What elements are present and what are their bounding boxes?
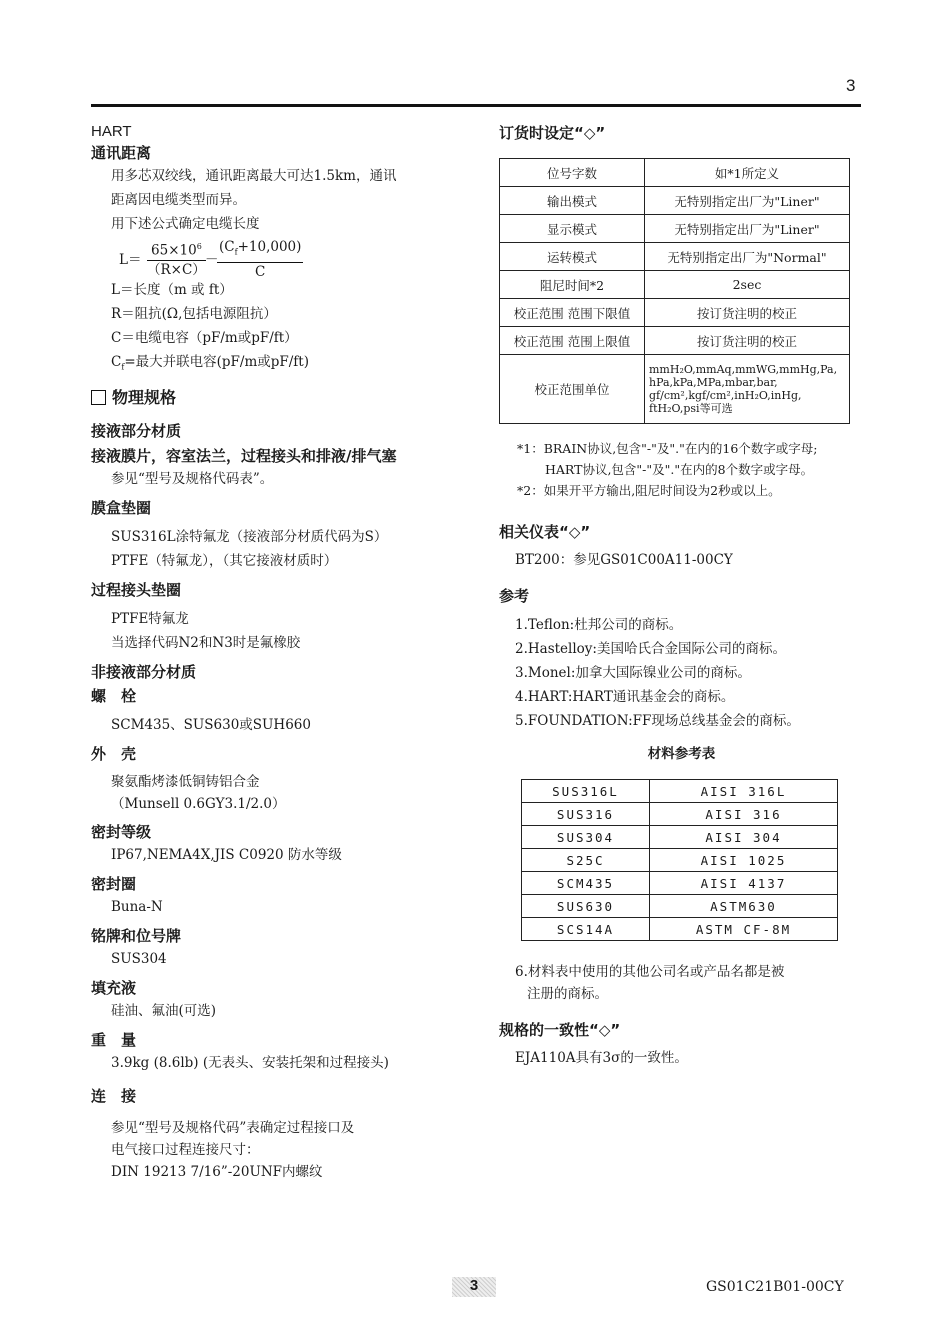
table-cell: SUS630 (522, 895, 650, 918)
fill-fluid-text: 硅油、氟油(可选) (111, 1002, 217, 1019)
ref-item: 5.FOUNDATION:FF现场总线基金会的商标。 (515, 713, 800, 729)
table-cell: 按订货注明的校正 (645, 299, 850, 327)
table-cell: 校正范围 范围下限值 (500, 299, 645, 327)
table-row (500, 243, 850, 271)
ref-item: 1.Teflon:杜邦公司的商标。 (515, 617, 683, 633)
table-row (522, 803, 838, 826)
table-row (500, 159, 850, 187)
table-row (500, 327, 850, 355)
table-row (522, 826, 838, 849)
table-row (500, 271, 850, 299)
footer-page-number: 3 (452, 1277, 496, 1297)
table-row (500, 355, 850, 424)
table-cell: 2sec (645, 271, 850, 299)
physical-spec-title (91, 386, 471, 410)
cf-sub: f (121, 362, 125, 372)
connections-line: 电气接口过程连接尺寸： (111, 1141, 260, 1158)
table-cell: 显示模式 (500, 215, 645, 243)
bolts-text: SCM435、SUS630或SUH660 (111, 716, 311, 733)
order-settings-title: 订货时设定“◇” (499, 124, 606, 142)
table-row (522, 849, 838, 872)
housing-line: 聚氨酯烤漆低铜铸铝合金 (111, 773, 260, 790)
housing-line: （Munsell 0.6GY3.1/2.0） (111, 795, 286, 812)
non-wetted-heading: 非接液部分材质 (91, 662, 197, 681)
oring-heading: 密封圈 (91, 874, 137, 893)
table-cell: 运转模式 (500, 243, 645, 271)
weight-heading: 重 量 (91, 1030, 137, 1049)
capsule-gasket-line: PTFE（特氟龙），（其它接液材质时） (111, 552, 338, 569)
order-notes (499, 438, 864, 501)
related-instruments-title: 相关仪表“◇” (499, 523, 591, 541)
wetted-text: 参见“型号及规格代码表”。 (111, 470, 274, 487)
oring-text: Buna-N (111, 898, 163, 915)
frac1-sup: 6 (196, 242, 202, 251)
cf-rest: =最大并联电容(pF/m或pF/ft) (124, 354, 309, 370)
enclosure-heading: 密封等级 (91, 822, 152, 841)
table-cell: AISI 316 (650, 803, 838, 826)
frac2-num-rest: +10,000) (237, 239, 302, 255)
table-row (500, 215, 850, 243)
order-settings-table (499, 158, 850, 424)
comm-line: 距离因电缆类型而异。 (111, 192, 246, 208)
capsule-gasket-heading: 膜盒垫圈 (91, 498, 152, 517)
table-cell: SUS316 (522, 803, 650, 826)
right-column (499, 122, 864, 1069)
table-cell: SCS14A (522, 918, 650, 941)
conformity-title: 规格的一致性“◇” (499, 1021, 621, 1039)
ref-item: 2.Hastelloy:美国哈氏合金国际公司的商标。 (515, 641, 786, 657)
table-row (522, 780, 838, 803)
table-cell: SUS304 (522, 826, 650, 849)
weight-text: 3.9kg (8.6lb) (无表头、安装托架和过程接头) (111, 1054, 389, 1071)
connections-heading: 连 接 (91, 1086, 137, 1105)
ref-item: 3.Monel:加拿大国际镍业公司的商标。 (515, 665, 751, 681)
note-line: HART协议,包含"-"及"."在内的8个数字或字母。 (545, 462, 814, 477)
table-cell: 如*1所定义 (645, 159, 850, 187)
units-line: ftH₂O,psi等可选 (649, 402, 733, 415)
frac2-den: C (255, 263, 266, 280)
formula-fraction-2 (217, 238, 303, 281)
capsule-gasket-line: SUS316L涂特氟龙（接液部分材质代码为S） (111, 528, 388, 545)
note-line: *1：BRAIN协议,包含"-"及"."在内的16个数字或字母; (517, 441, 818, 456)
process-gasket-line: 当选择代码N2和N3时是氟橡胶 (111, 634, 301, 651)
connections-line: DIN 19213 7/16”-20UNF内螺纹 (111, 1163, 323, 1180)
table-cell: AISI 4137 (650, 872, 838, 895)
units-line: hPa,kPa,MPa,mbar,bar, (649, 376, 778, 389)
table-row (500, 187, 850, 215)
definition-line: R＝阻抗(Ω,包括电源阻抗） (111, 306, 277, 322)
formula-fraction-1 (147, 238, 206, 279)
definition-line-cf (91, 350, 471, 380)
table-cell: 阻尼时间*2 (500, 271, 645, 299)
comm-distance-heading: 通讯距离 (91, 144, 152, 162)
nameplate-text: SUS304 (111, 950, 167, 967)
table-row (522, 872, 838, 895)
frac1-num: 65×10 (151, 242, 197, 259)
units-cell (645, 355, 850, 424)
table-cell: SUS316L (522, 780, 650, 803)
left-column (91, 122, 471, 1183)
table-cell: 位号字数 (500, 159, 645, 187)
reference-title: 参考 (499, 587, 530, 605)
table-cell: AISI 304 (650, 826, 838, 849)
header-rule (91, 104, 861, 107)
comm-line: 用多芯双绞线，通讯距离最大可达1.5km，通讯 (111, 168, 397, 184)
wetted-heading: 接液部分材质 (91, 421, 182, 440)
table-cell: 校正范围 范围上限值 (500, 327, 645, 355)
table-cell: 输出模式 (500, 187, 645, 215)
frac2-sub: f (234, 247, 238, 257)
ref-item: 4.HART:HART通讯基金会的商标。 (515, 689, 735, 705)
table-cell: 无特别指定出厂为"Normal" (645, 243, 850, 271)
definition-line: L＝长度（m 或 ft） (111, 282, 233, 298)
formula-lhs: L＝ (119, 252, 142, 268)
connections-line: 参见“型号及规格代码”表确定过程接口及 (111, 1119, 355, 1136)
page-number-top: 3 (846, 76, 856, 95)
table-row (500, 299, 850, 327)
material-table-caption: 材料参考表 (647, 746, 716, 762)
housing-heading: 外 壳 (91, 744, 137, 763)
table-row (522, 895, 838, 918)
process-gasket-heading: 过程接头垫圈 (91, 580, 182, 599)
table-cell: 无特别指定出厂为"Liner" (645, 187, 850, 215)
trademark-note-line: 注册的商标。 (527, 986, 608, 1002)
physical-spec-label: 物理规格 (112, 387, 177, 407)
table-cell: SCM435 (522, 872, 650, 895)
comm-line: 用下述公式确定电缆长度 (111, 216, 260, 232)
note-line: *2：如果开平方输出,阻尼时间设为2秒或以上。 (517, 483, 781, 498)
frac2-num: (C (219, 239, 235, 255)
table-cell: ASTM CF-8M (650, 918, 838, 941)
table-cell: S25C (522, 849, 650, 872)
fill-fluid-heading: 填充液 (91, 978, 137, 997)
units-line: mmH₂O,mmAq,mmWG,mmHg,Pa, (649, 363, 838, 376)
table-cell: 校正范围单位 (500, 355, 645, 424)
bolts-heading: 螺 栓 (91, 686, 137, 705)
conformity-text: EJA110A具有3σ的一致性。 (515, 1050, 688, 1066)
table-cell: 无特别指定出厂为"Liner" (645, 215, 850, 243)
material-reference-table (521, 779, 838, 941)
table-cell: ASTM630 (650, 895, 838, 918)
process-gasket-line: PTFE特氟龙 (111, 610, 189, 627)
definition-line: C＝电缆电容（pF/m或pF/ft） (111, 330, 298, 346)
table-cell: 按订货注明的校正 (645, 327, 850, 355)
formula-minus: － (205, 252, 219, 268)
table-row (522, 918, 838, 941)
trademark-note-line: 6.材料表中使用的其他公司名或产品名都是被 (515, 964, 785, 980)
enclosure-text: IP67,NEMA4X,JIS C0920 防水等级 (111, 846, 342, 863)
frac1-den: （R×C） (147, 261, 206, 278)
related-text: BT200：参见GS01C00A11-00CY (515, 552, 733, 568)
table-cell: AISI 316L (650, 780, 838, 803)
cable-length-formula (91, 236, 471, 278)
units-line: gf/cm²,kgf/cm²,inH₂O,inHg, (649, 389, 802, 402)
table-cell: AISI 1025 (650, 849, 838, 872)
footer-doc-code: GS01C21B01-00CY (706, 1279, 844, 1295)
wetted-subheading: 接液膜片，容室法兰，过程接头和排液/排气塞 (91, 446, 397, 465)
cf-prefix: C (111, 354, 122, 370)
nameplate-heading: 铭牌和位号牌 (91, 926, 182, 945)
checkbox-square-icon (91, 390, 106, 405)
hart-title: HART (91, 123, 132, 140)
